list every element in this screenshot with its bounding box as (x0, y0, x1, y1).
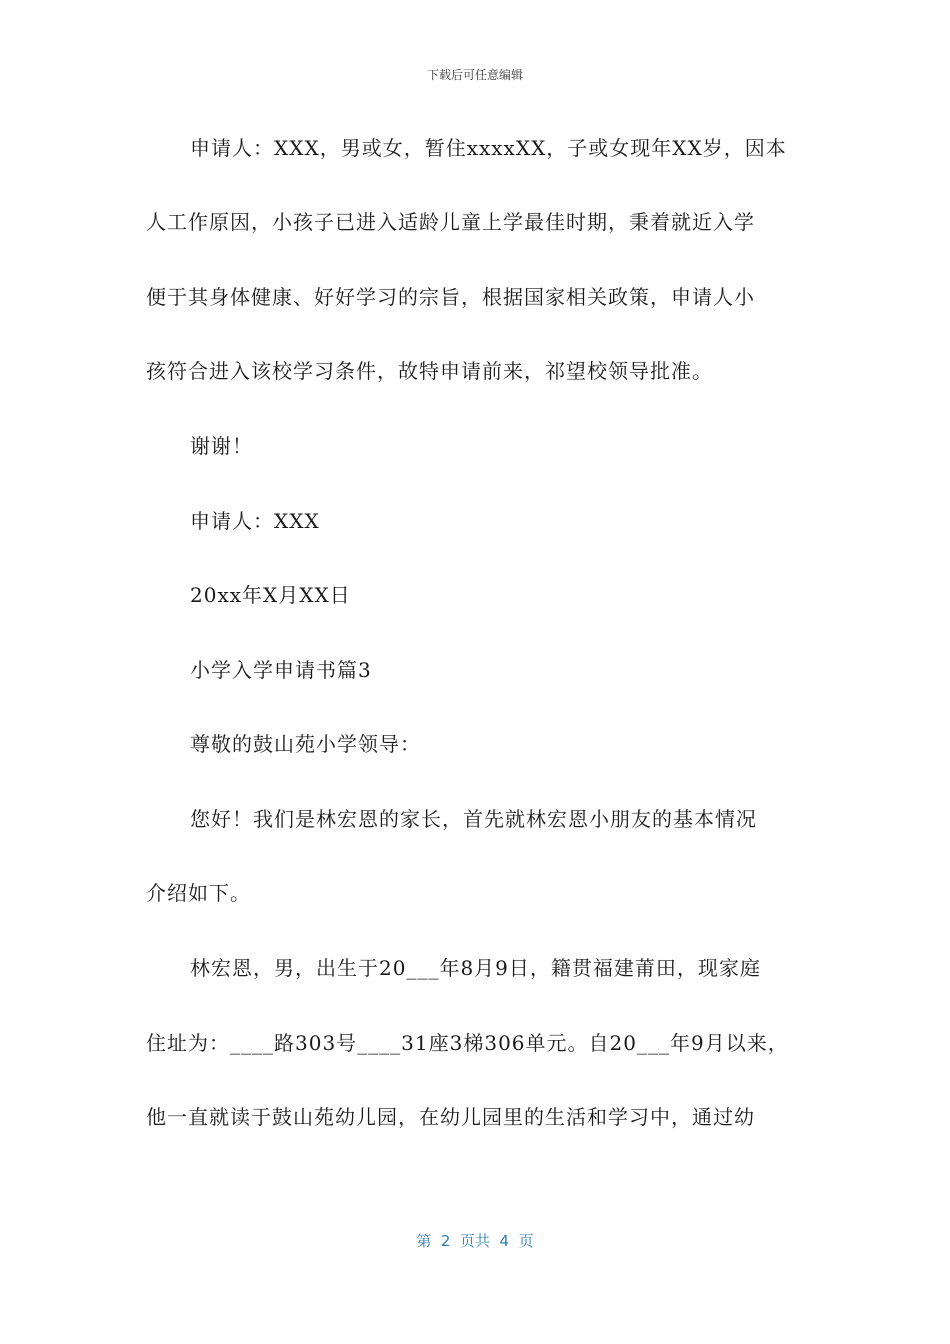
body-line: 他一直就读于鼓山苑幼儿园，在幼儿园里的生活和学习中，通过幼 (146, 1105, 755, 1129)
body-line: 申请人：XXX，男或女，暂住xxxxXX，子或女现年XX岁，因本 (190, 136, 787, 160)
body-line: 谢谢！ (190, 434, 253, 458)
body-line: 申请人：XXX (190, 509, 320, 533)
body-line: 20xx年X月XX日 (190, 583, 351, 607)
body-line: 便于其身体健康、好好学习的宗旨，根据国家相关政策，申请人小 (146, 285, 755, 309)
body-line: 您好！我们是林宏恩的家长，首先就林宏恩小朋友的基本情况 (190, 807, 757, 831)
page-number: 第 2 页共 4 页 (416, 1232, 534, 1250)
body-line: 尊敬的鼓山苑小学领导： (190, 732, 421, 756)
section-heading: 小学入学申请书篇3 (190, 658, 372, 682)
body-line: 人工作原因，小孩子已进入适龄儿童上学最佳时期，秉着就近入学 (146, 210, 755, 234)
body-line: 住址为：____路303号____31座3梯306单元。自20___年9月以来， (146, 1031, 789, 1055)
body-line: 林宏恩，男，出生于20___年8月9日，籍贯福建莆田，现家庭 (190, 956, 761, 980)
body-line: 孩符合进入该校学习条件，故特申请前来，祁望校领导批准。 (146, 359, 713, 383)
body-line: 介绍如下。 (146, 881, 251, 905)
header-note: 下载后可任意编辑 (426, 68, 523, 82)
